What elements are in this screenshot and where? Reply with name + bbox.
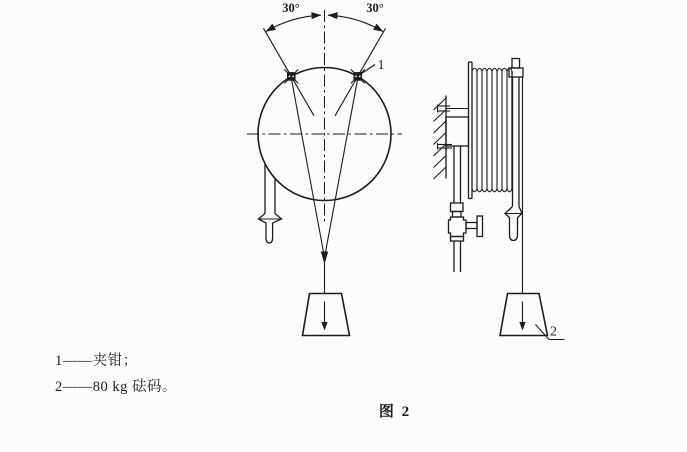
weight-side-arrow xyxy=(519,302,525,331)
side-view xyxy=(434,59,565,340)
supply-pipe-lower xyxy=(454,241,461,272)
angle-label-right: 30° xyxy=(366,1,384,15)
axle-pipe xyxy=(513,77,520,207)
angle-arc-left xyxy=(266,15,321,31)
clamp-left-icon xyxy=(284,69,298,83)
angle-arc-right xyxy=(328,15,383,31)
angle-label-left: 30° xyxy=(282,1,300,15)
supply-pipe-upper xyxy=(454,146,461,203)
legend-line-1: 1——夹钳； xyxy=(55,353,138,369)
nozzle-side-icon xyxy=(505,207,522,241)
part1-label: 1 xyxy=(377,58,385,73)
wall-hatching xyxy=(434,98,447,179)
nozzle-front-icon xyxy=(259,214,282,244)
figure-caption: 图 2 xyxy=(378,404,412,420)
axle-cap xyxy=(509,59,523,78)
weight-front-arrow xyxy=(321,302,327,331)
valve-handwheel xyxy=(477,216,483,237)
part2-label: 2 xyxy=(550,324,557,340)
valve-body xyxy=(449,217,467,237)
pipe-union xyxy=(451,203,464,217)
front-view xyxy=(247,1,402,336)
mounting-bracket xyxy=(438,105,469,150)
valve-stem xyxy=(466,223,477,229)
angle-ray-left xyxy=(264,28,315,116)
legend-line-2: 2——80 kg 砝码。 xyxy=(55,379,177,395)
clamp-right-icon xyxy=(351,69,365,83)
legend xyxy=(55,352,177,395)
reel-flange xyxy=(469,62,473,199)
weight-front xyxy=(303,294,350,336)
valve-flange xyxy=(451,237,464,242)
hose-coils xyxy=(472,68,512,192)
